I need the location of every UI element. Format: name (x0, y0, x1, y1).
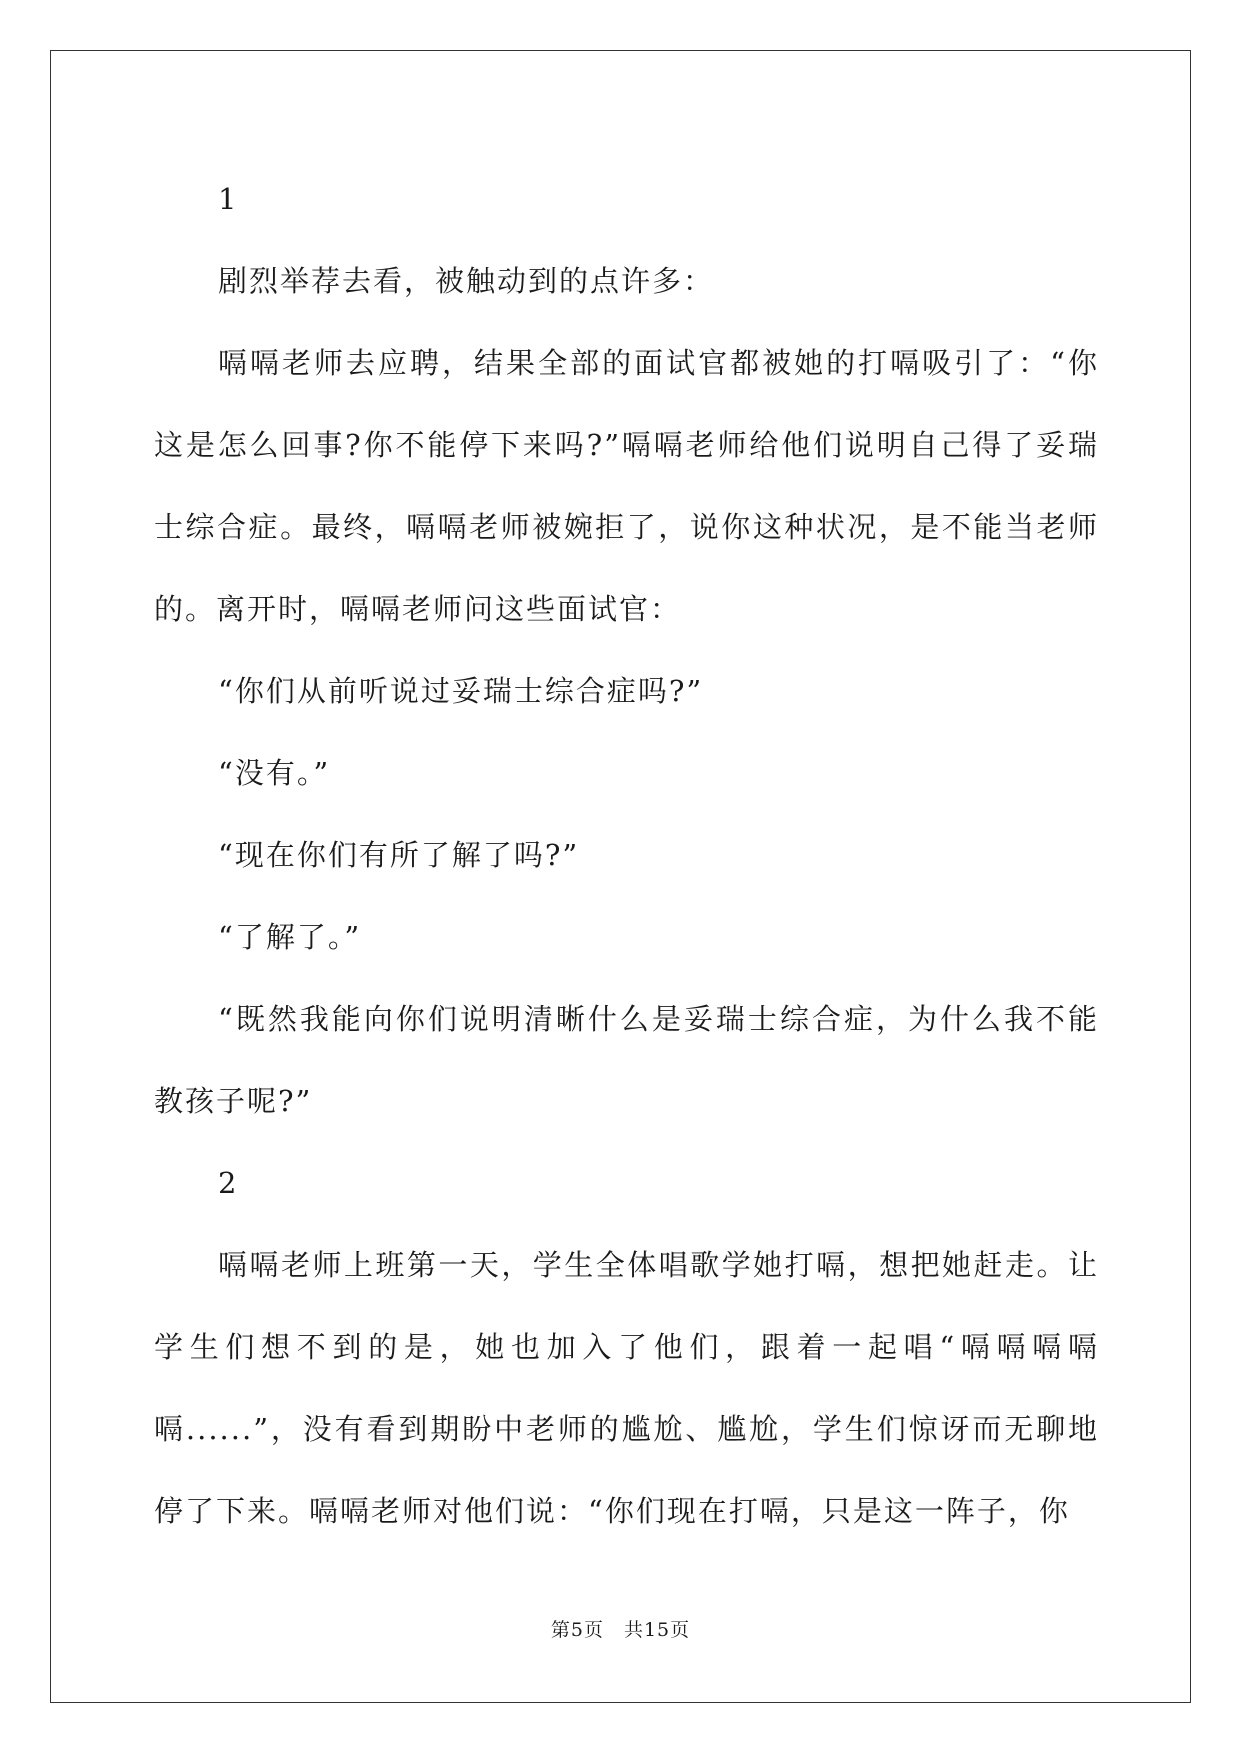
dialogue-line: “既然我能向你们说明清晰什么是妥瑞士综合症，为什么我不能教孩子呢?” (154, 1002, 1099, 1118)
section-number: 2 (218, 1166, 239, 1200)
dialogue-line: “现在你们有所了解了吗?” (218, 838, 580, 872)
dialogue-line: “没有。” (218, 756, 331, 790)
section-number: 1 (218, 182, 239, 216)
page-footer: 第5页 共15页 (550, 1619, 691, 1641)
dialogue-line: “了解了。” (218, 920, 362, 954)
dialogue-line: “你们从前听说过妥瑞士综合症吗?” (218, 674, 704, 708)
paragraph: 嗝嗝老师上班第一天，学生全体唱歌学她打嗝，想把她赶走。让学生们想不到的是，她也加入了他们，跟着一起唱“嗝嗝嗝嗝嗝......”，没有看到期盼中老师的尴尬、尴尬，学生们惊讶而无聊地停了下来。嗝嗝老师对他们说：“你们现在打嗝，只是这一阵子，你 (154, 1248, 1099, 1528)
paragraph: 剧烈举荐去看，被触动到的点许多： (218, 264, 715, 298)
paragraph: 嗝嗝老师去应聘，结果全部的面试官都被她的打嗝吸引了：“你这是怎么回事?你不能停下来吗?”嗝嗝老师给他们说明自己得了妥瑞士综合症。最终，嗝嗝老师被婉拒了，说你这种状况，是不能当老师的。离开时，嗝嗝老师问这些面试官： (154, 346, 1099, 626)
document-body (154, 158, 1099, 1552)
